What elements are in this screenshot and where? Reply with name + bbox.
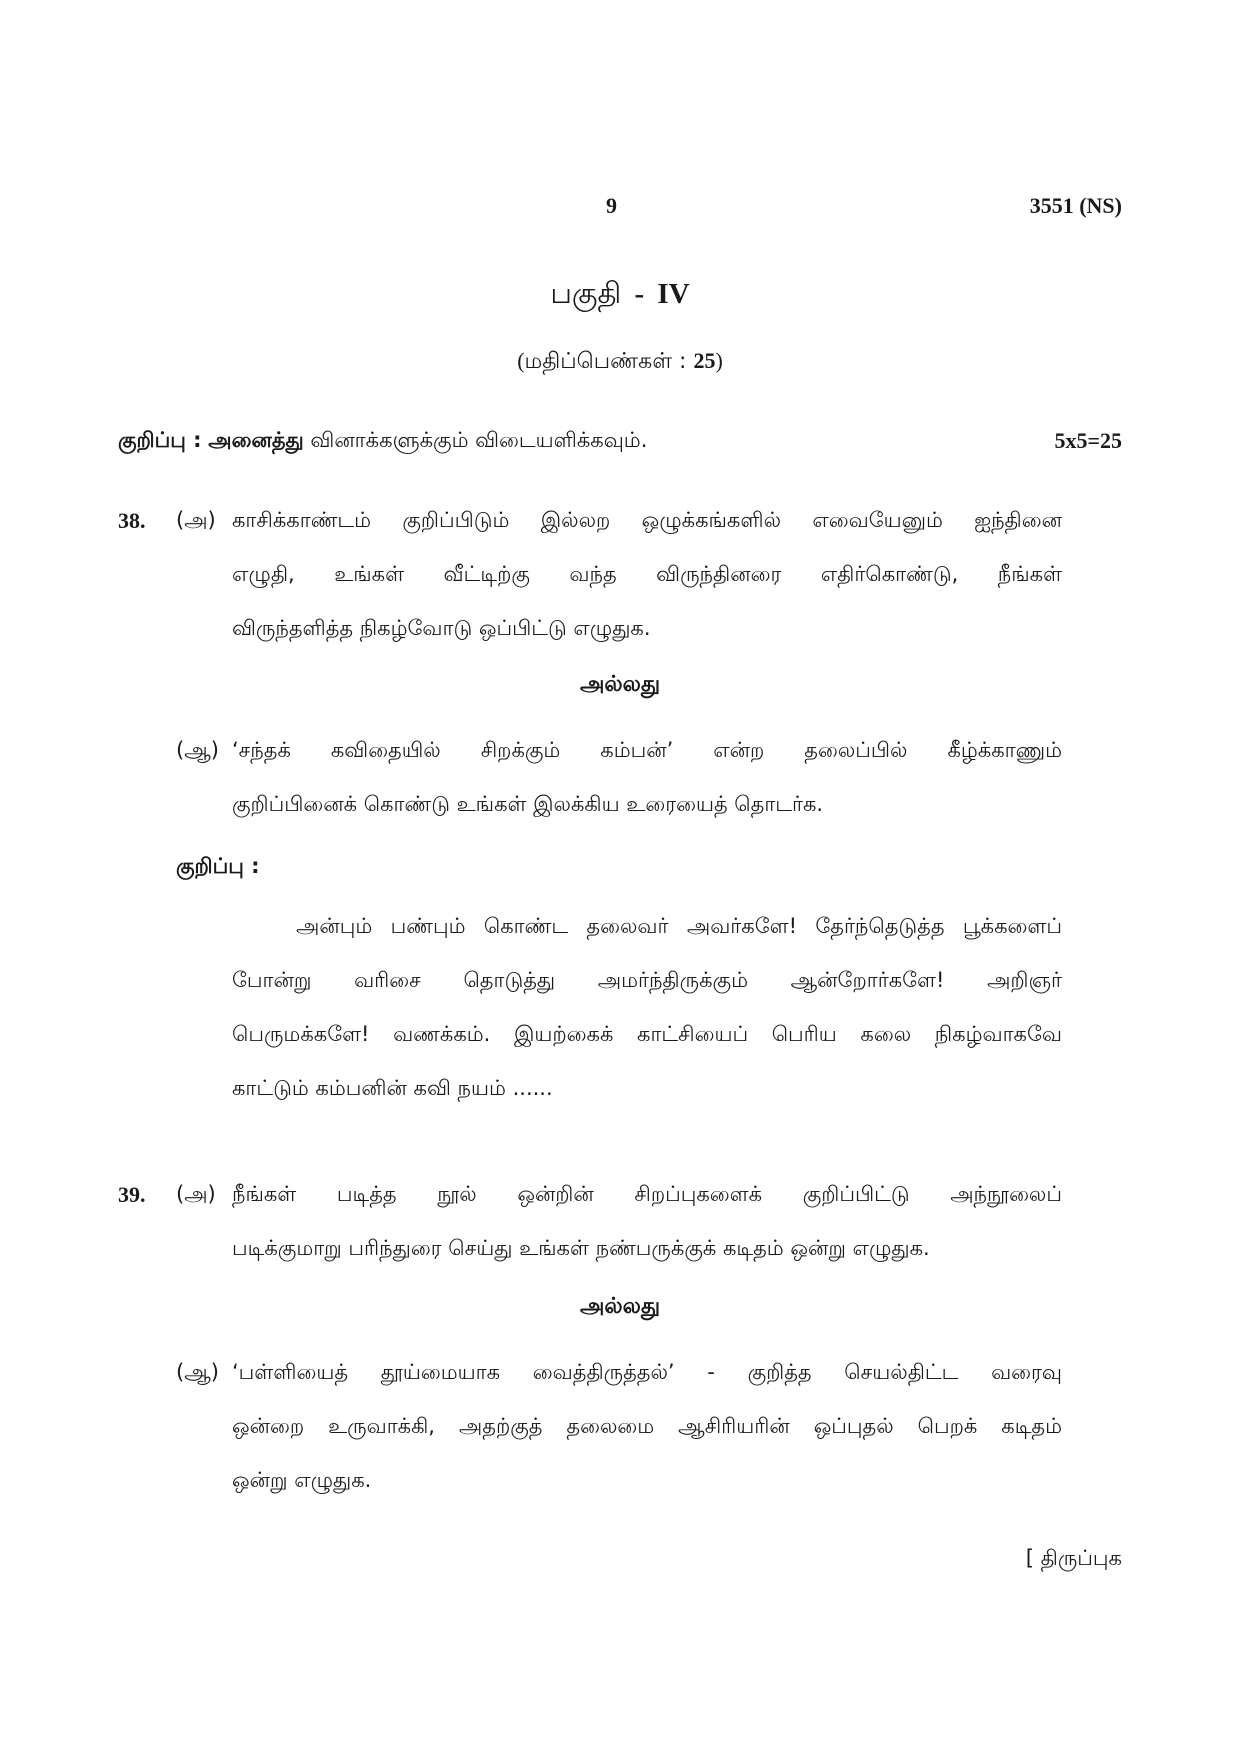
question-39-b-marker: (ஆ) (176, 1360, 219, 1384)
question-39-b-line-1: ‘பள்ளியைத் தூய்மையாக வைத்திருத்தல்’ - குறித்த செயல்திட்ட வரைவு (232, 1360, 1062, 1384)
question-38-note-label: குறிப்பு : (176, 854, 260, 878)
question-39-a-line-1: நீங்கள் படித்த நூல் ஒன்றின் சிறப்புகளைக் குறிப்பிட்டு அந்நூலைப் (232, 1182, 1062, 1206)
paper-code: 3551 (NS) (1029, 193, 1122, 218)
question-39-a-line-2: படிக்குமாறு பரிந்துரை செய்து உங்கள் நண்பருக்குக் கடிதம் ஒன்று எழுதுக. (232, 1236, 930, 1260)
question-39-or: அல்லது (579, 1294, 661, 1319)
question-39-b-line-3: ஒன்று எழுதுக. (232, 1468, 372, 1492)
question-38-a-marker: (அ) (176, 508, 216, 532)
section-title (0, 276, 1240, 314)
question-38-note-line-3: பெருமக்களே! வணக்கம். இயற்கைக் காட்சியைப் பெரிய கலை நிகழ்வாகவே (232, 1022, 1062, 1046)
marks-value: 25 (693, 348, 716, 373)
marks-label: மதிப்பெண்கள் : (524, 349, 687, 374)
question-38-or: அல்லது (579, 672, 661, 697)
marks-close-paren: ) (715, 348, 723, 373)
page-number: 9 (606, 193, 617, 218)
section-marks (0, 348, 1240, 377)
instruction-bold-word: அனைத்து (208, 428, 304, 452)
turn-over-note: [ திருப்புக (1025, 1546, 1122, 1570)
instruction-text: வினாக்களுக்கும் விடையளிக்கவும். (310, 428, 648, 452)
marks-open-paren: ( (517, 348, 525, 373)
question-39-number: 39. (118, 1182, 146, 1207)
question-38-note-line-4: காட்டும் கம்பனின் கவி நயம் ...... (232, 1076, 553, 1100)
instruction-label: குறிப்பு : (118, 428, 202, 452)
question-38-a-line-1: காசிக்காண்டம் குறிப்பிடும் இல்லற ஒழுக்கங்களில் எவையேனும் ஐந்தினை (232, 508, 1062, 532)
question-38-note-line-1: அன்பும் பண்பும் கொண்ட தலைவர் அவர்களே! தேர்ந்தெடுத்த பூக்களைப் (296, 914, 1062, 938)
section-title-tamil: பகுதி (550, 276, 622, 310)
section-title-roman: IV (657, 278, 690, 310)
question-38-b-marker: (ஆ) (176, 738, 219, 762)
question-38-note-line-2: போன்று வரிசை தொடுத்து அமர்ந்திருக்கும் ஆன்றோர்களே! அறிஞர் (232, 968, 1062, 992)
question-38-a-line-2: எழுதி, உங்கள் வீட்டிற்கு வந்த விருந்தினரை எதிர்கொண்டு, நீங்கள் (232, 562, 1062, 586)
question-38-a-line-3: விருந்தளித்த நிகழ்வோடு ஒப்பிட்டு எழுதுக. (232, 616, 651, 640)
question-38-b-line-1: ‘சந்தக் கவிதையில் சிறக்கும் கம்பன்’ என்ற தலைப்பில் கீழ்க்காணும் (232, 738, 1062, 762)
question-38-b-line-2: குறிப்பினைக் கொண்டு உங்கள் இலக்கிய உரையைத் தொடர்க. (232, 792, 824, 816)
question-38-number: 38. (118, 508, 146, 533)
instruction-marks: 5x5=25 (1054, 428, 1122, 453)
instruction-line (118, 428, 647, 455)
section-title-dash: - (634, 278, 645, 310)
question-39-a-marker: (அ) (176, 1182, 216, 1206)
question-39-b-line-2: ஒன்றை உருவாக்கி, அதற்குத் தலைமை ஆசிரியரின் ஒப்புதல் பெறக் கடிதம் (232, 1414, 1062, 1438)
